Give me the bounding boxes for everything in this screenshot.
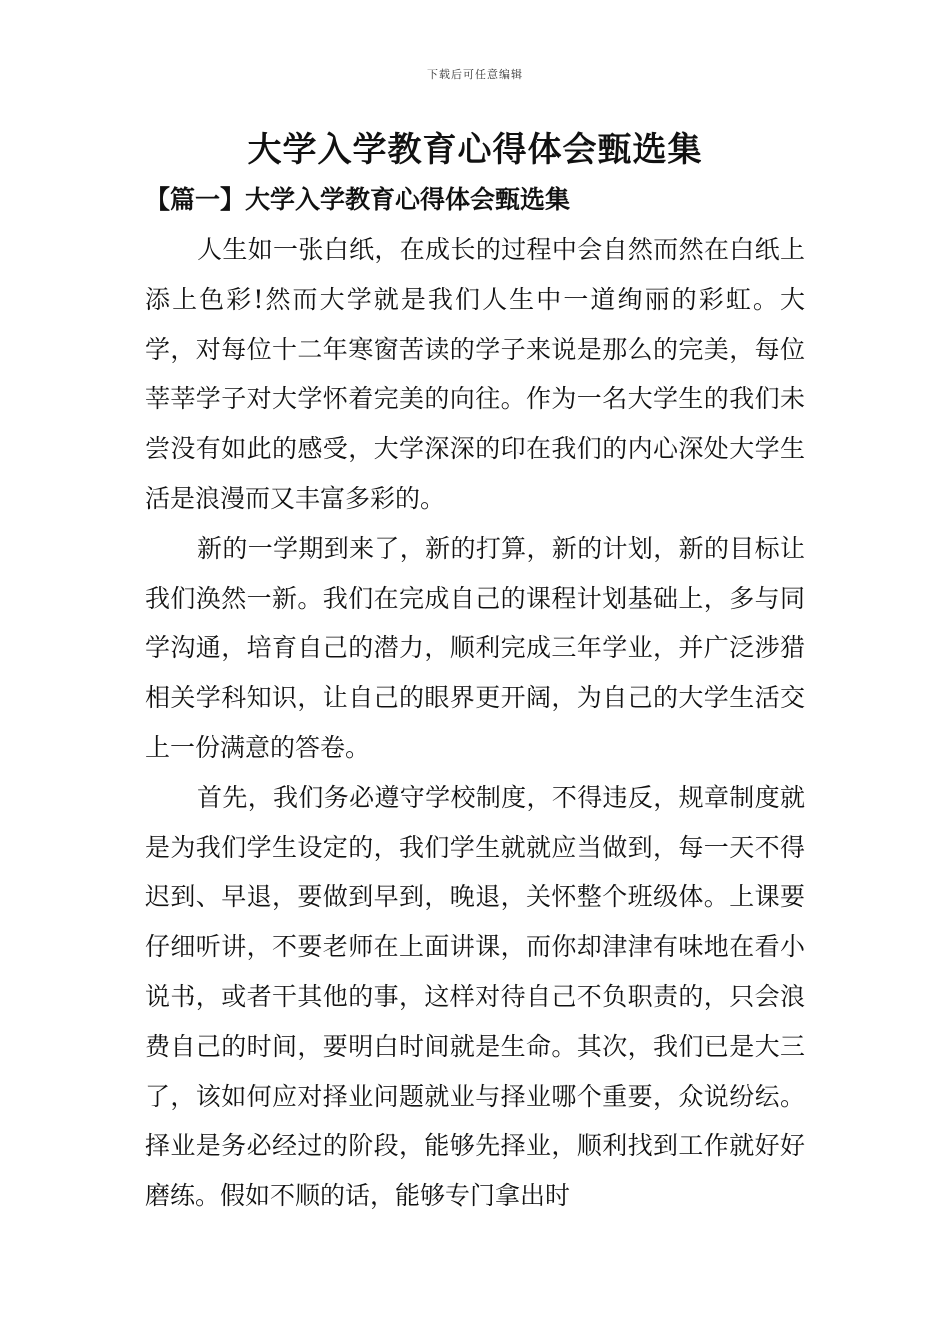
section-heading: 【篇一】大学入学教育心得体会甄选集 [145, 185, 571, 214]
document-title: 大学入学教育心得体会甄选集 [247, 130, 703, 170]
paragraph-1: 人生如一张白纸，在成长的过程中会自然而然在白纸上添上色彩!然而大学就是我们人生中一道绚丽的彩虹。大学，对每位十二年寒窗苦读的学子来说是那么的完美，每位莘莘学子对大学怀着完美的向往。作为一名大学生的我们未尝没有如此的感受，大学深深的印在我们的内心深处大学生活是浪漫而又丰富多彩的。 [145, 235, 805, 513]
paragraph-2: 新的一学期到来了，新的打算，新的计划，新的目标让我们涣然一新。我们在完成自己的课程计划基础上，多与同学沟通，培育自己的潜力，顺利完成三年学业，并广泛涉猎相关学科知识，让自己的眼界更开阔，为自己的大学生活交上一份满意的答卷。 [145, 533, 805, 762]
header-note: 下载后可任意编辑 [427, 68, 523, 81]
document-body [145, 225, 805, 1221]
paragraph-3: 首先，我们务必遵守学校制度，不得违反，规章制度就是为我们学生设定的，我们学生就就应当做到，每一天不得迟到、早退，要做到早到，晚退，关怀整个班级体。上课要仔细听讲，不要老师在上面讲课，而你却津津有味地在看小说书，或者干其他的事，这样对待自己不负职责的，只会浪费自己的时间，要明白时间就是生命。其次，我们已是大三了，该如何应对择业问题就业与择业哪个重要，众说纷纭。择业是务必经过的阶段，能够先择业，顺利找到工作就好好磨练。假如不顺的话，能够专门拿出时 [145, 782, 805, 1211]
